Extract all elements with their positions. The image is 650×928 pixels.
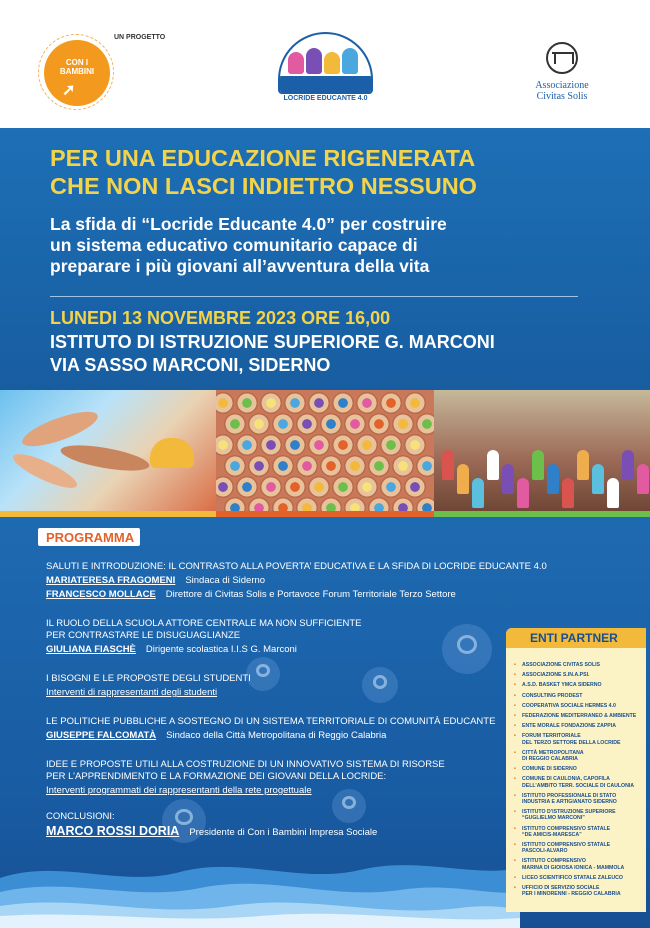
speaker-name: GIULIANA FIASCHÈ	[46, 644, 136, 655]
pencil-tip	[356, 476, 378, 498]
figure-icon	[306, 48, 322, 74]
partner-item: • COMUNE DI SIDERNO	[514, 766, 644, 772]
speaker-role: Sindaco della Città Metropolitana di Reggio Calabria	[166, 730, 387, 741]
locride-educante-logo	[278, 32, 373, 100]
person-figure	[517, 478, 529, 508]
partner-item: • LICEO SCIENTIFICO STATALE ZALEUCO	[514, 875, 644, 881]
programme-item-1	[46, 561, 547, 601]
pencil-tip	[392, 413, 414, 435]
pencil-tip	[368, 413, 390, 435]
figure-icon	[324, 52, 340, 74]
speaker-row	[46, 589, 526, 601]
speaker-name: MARIATERESA FRAGOMENI	[46, 575, 176, 586]
pencil-tip	[332, 476, 354, 498]
pencil-tip	[356, 392, 378, 414]
person-figure	[442, 450, 454, 480]
logo-dome	[278, 32, 373, 94]
partner-item: • ISTITUTO COMPRENSIVO STATALE PASCOLI-ALVARO	[514, 842, 644, 854]
logo-center-name: LOCRIDE EDUCANTE 4.0	[283, 95, 368, 102]
person-figure	[637, 464, 649, 494]
person-figure	[457, 464, 469, 494]
pencil-tip	[236, 392, 258, 414]
speaker-role: Direttore di Civitas Solis e Portavoce Forum Territoriale Terzo Settore	[165, 589, 456, 600]
pencil-tip	[404, 476, 426, 498]
cap-shape	[150, 438, 194, 468]
pencil-tip	[344, 455, 366, 477]
item-title: SALUTI E INTRODUZIONE: IL CONTRASTO ALLA POVERTA’ EDUCATIVA E LA SFIDA DI LOCRIDE EDUCANTE 4.0	[46, 561, 547, 572]
item-title: CONCLUSIONI:	[46, 811, 115, 822]
person-figure	[472, 478, 484, 508]
programma-label	[38, 528, 140, 546]
arrow-icon: ➚	[62, 82, 76, 99]
pencil-tip	[320, 413, 342, 435]
speaker-name: FRANCESCO MOLLACE	[46, 589, 156, 600]
con-i-bambini-logo	[44, 34, 166, 106]
pencil-tip	[216, 476, 234, 498]
pencil-tip	[380, 476, 402, 498]
photo-pencils	[216, 390, 434, 516]
pencil-tip	[248, 413, 270, 435]
programme-item-6	[46, 811, 526, 839]
partner-item: • UFFICIO DI SERVIZIO SOCIALE PER I MINORENNI - REGGIO CALABRIA	[514, 885, 644, 897]
pencil-tip	[284, 392, 306, 414]
partners-box	[506, 628, 646, 912]
speaker-row	[46, 575, 526, 587]
pencil-tip	[356, 434, 378, 456]
person-figure	[562, 478, 574, 508]
event-place	[50, 331, 495, 377]
pencil-tip	[380, 434, 402, 456]
speaker-row	[46, 825, 526, 839]
pencil-tip	[320, 455, 342, 477]
item-title: I BISOGNI E LE PROPOSTE DEGLI STUDENTI	[46, 673, 251, 684]
pencil-tip	[332, 434, 354, 456]
programme-item-2	[46, 618, 526, 656]
civitas-solis-logo	[522, 42, 602, 112]
pencil-tip	[284, 476, 306, 498]
event-date: LUNEDI 13 NOVEMBRE 2023 ORE 16,00	[50, 308, 391, 328]
hand-shape	[59, 440, 151, 475]
partner-item: • ENTE MORALE FONDAZIONE ZAPPIA	[514, 723, 644, 729]
speaker-row	[46, 730, 526, 742]
photo-hands	[0, 390, 216, 516]
subtitle-line-2: un sistema educativo comunitario capace di	[50, 235, 418, 255]
programme-item-4	[46, 716, 526, 742]
pencil-tip	[224, 455, 246, 477]
divider	[50, 296, 578, 297]
person-figure	[547, 464, 559, 494]
pencil-tip	[236, 476, 258, 498]
title-line-1: PER UNA EDUCAZIONE RIGENERATA	[50, 145, 476, 171]
partner-item: • ISTITUTO COMPRENSIVO STATALE “DE AMICIS-MARESCA”	[514, 826, 644, 838]
item-title: IL RUOLO DELLA SCUOLA ATTORE CENTRALE MA NON SUFFICIENTE	[46, 618, 362, 629]
partner-item: • ISTITUTO COMPRENSIVO MARINA DI GIOIOSA IONICA - MAMMOLA	[514, 858, 644, 870]
title-line-2: CHE NON LASCI INDIETRO NESSUNO	[50, 173, 477, 199]
subtitle-line-3: preparare i più giovani all’avventura della vita	[50, 256, 430, 276]
pencil-tip	[224, 413, 246, 435]
pencil-tip	[392, 455, 414, 477]
logo-left-top-text: UN PROGETTO	[114, 34, 166, 41]
partner-item: • ISTITUTO PROFESSIONALE DI STATO INDUSTRIA E ARTIGIANATO SIDERNO	[514, 793, 644, 805]
person-figure	[592, 464, 604, 494]
logo-right-line1: Associazione	[535, 80, 589, 91]
logo-right-line2: Civitas Solis	[536, 91, 588, 102]
partner-item: • COMUNE DI CAULONIA, CAPOFILA DELL’AMBITO TERR. SOCIALE DI CAULONIA	[514, 776, 644, 788]
pencil-tip	[284, 434, 306, 456]
pencil-tip	[404, 434, 426, 456]
partner-item: • CONSULTING PRODEST	[514, 693, 644, 699]
person-figure	[607, 478, 619, 508]
civitas-emblem-icon	[546, 42, 578, 74]
partners-list	[514, 662, 644, 901]
partners-header	[506, 628, 646, 648]
subtitle-line-1: La sfida di “Locride Educante 4.0” per costruire	[50, 214, 447, 234]
pencil-tip	[260, 392, 282, 414]
pencil-tip	[308, 434, 330, 456]
pencil-tip	[272, 455, 294, 477]
main-title	[50, 144, 610, 200]
programme-item-5	[46, 759, 526, 797]
person-figure	[532, 450, 544, 480]
partner-item: • COOPERATIVA SOCIALE HERMES 4.0	[514, 703, 644, 709]
person-figure	[622, 450, 634, 480]
speaker-row	[46, 644, 526, 656]
pencil-tip	[380, 392, 402, 414]
pencil-tip	[404, 392, 426, 414]
speaker-role: Sindaca di Siderno	[185, 575, 266, 586]
partner-item: • ASSOCIAZIONE CIVITAS SOLIS	[514, 662, 644, 668]
pencil-tip	[368, 455, 390, 477]
person-figure	[502, 464, 514, 494]
partner-item: • CITTÀ METROPOLITANA DI REGGIO CALABRIA	[514, 750, 644, 762]
pencil-tip	[308, 392, 330, 414]
pencil-tip	[344, 413, 366, 435]
partner-item: • ISTITUTO D’ISTRUZIONE SUPERIORE “GUGLIELMO MARCONI”	[514, 809, 644, 821]
item-title: PER CONTRASTARE LE DISUGUAGLIANZE	[46, 630, 241, 641]
partner-item: • A.S.D. BASKET YMCA SIDERNO	[514, 682, 644, 688]
person-figure	[577, 450, 589, 480]
event-place-line-2: VIA SASSO MARCONI, SIDERNO	[50, 355, 331, 375]
pencil-tip	[296, 455, 318, 477]
pencil-tip	[308, 476, 330, 498]
pencil-tip	[216, 434, 234, 456]
item-subtitle: Interventi di rappresentanti degli studenti	[46, 687, 218, 698]
person-figure	[487, 450, 499, 480]
pencil-tip	[260, 476, 282, 498]
speaker-role: Presidente di Con i Bambini Impresa Sociale	[189, 827, 378, 838]
header	[0, 0, 650, 128]
programme-item-3	[46, 673, 526, 699]
figure-icon	[288, 52, 304, 74]
pencil-tip	[236, 434, 258, 456]
partner-item: • FEDERAZIONE MEDITERRANEO & AMBIENTE	[514, 713, 644, 719]
figure-icon	[342, 48, 358, 74]
event-place-line-1: ISTITUTO DI ISTRUZIONE SUPERIORE G. MARCONI	[50, 332, 495, 352]
pencil-tip	[272, 413, 294, 435]
pencil-tip	[332, 392, 354, 414]
item-title: IDEE E PROPOSTE UTILI ALLA COSTRUZIONE DI UN INNOVATIVO SISTEMA DI RISORSE	[46, 759, 445, 770]
partners-title: ENTI PARTNER	[530, 631, 618, 645]
pencil-tip	[416, 413, 434, 435]
pencil-tip	[416, 455, 434, 477]
item-subtitle: Interventi programmati dei rappresentanti della rete progettuale	[46, 785, 312, 796]
pencil-tip	[296, 413, 318, 435]
programma-label-text: PROGRAMMA	[46, 530, 135, 545]
item-title: PER L’APPRENDIMENTO E LA FORMAZIONE DEI GIOVANI DELLA LOCRIDE:	[46, 771, 387, 782]
subtitle	[50, 214, 610, 277]
partner-item: • FORUM TERRITORIALE DEL TERZO SETTORE DELLA LOCRIDE	[514, 733, 644, 745]
photo-classroom	[434, 390, 650, 516]
speaker-role: Dirigente scolastica I.I.S G. Marconi	[145, 644, 297, 655]
pencil-tip	[216, 392, 234, 414]
partner-item: • ASSOCIAZIONE S.IN.A.PSI.	[514, 672, 644, 678]
speaker-name: MARCO ROSSI DORIA	[46, 824, 180, 838]
pencil-tip	[248, 455, 270, 477]
item-title: LE POLITICHE PUBBLICHE A SOSTEGNO DI UN SISTEMA TERRITORIALE DI COMUNITÀ EDUCANTE	[46, 716, 496, 727]
speaker-name: GIUSEPPE FALCOMATÀ	[46, 730, 157, 741]
pencil-tip	[260, 434, 282, 456]
logo-band	[280, 76, 371, 92]
logo-left-main-text: CON I BAMBINI	[59, 58, 95, 76]
